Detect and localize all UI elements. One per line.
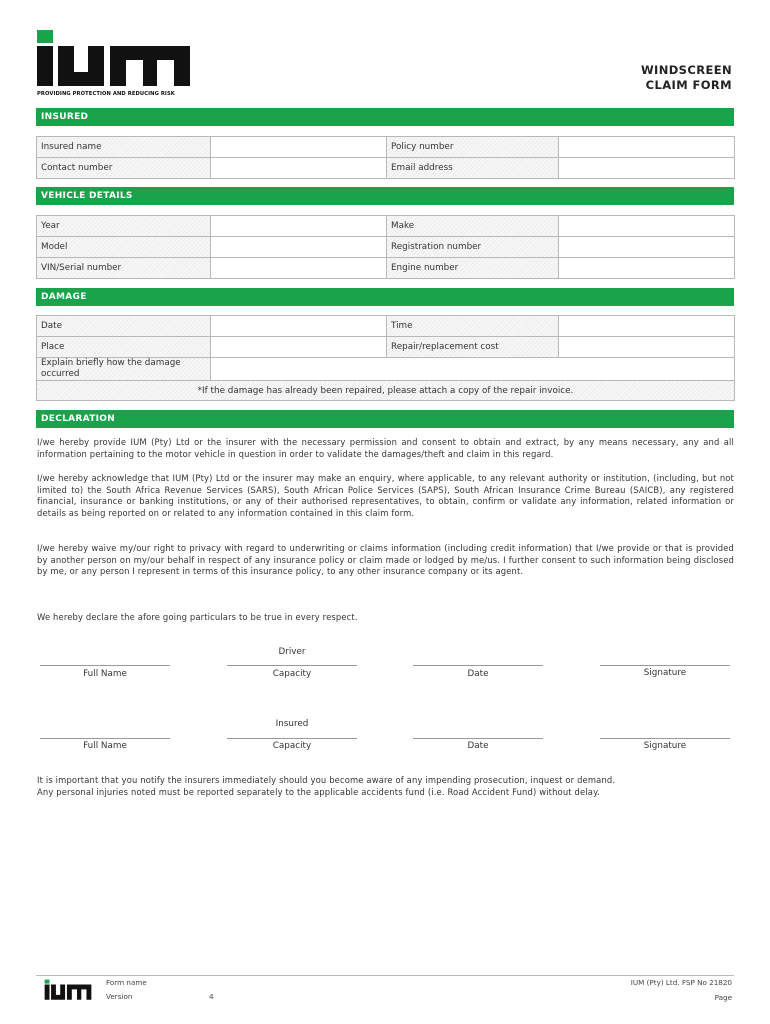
logo-green-square — [37, 30, 53, 43]
registration-number-field[interactable] — [559, 237, 735, 258]
year-label: Year — [37, 216, 211, 237]
section-insured: INSURED — [36, 108, 734, 126]
date-label: Date — [37, 316, 211, 337]
declaration-paragraph-1: I/we hereby provide IUM (Pty) Ltd or the insurer with the necessary permission and consent to obtain and extract, by any means necessary, any and all information pertaining to the motor vehicle in question in order to validate the damages/theft and claim in this regard. — [37, 437, 734, 459]
form-title-line2: CLAIM FORM — [645, 78, 732, 92]
date-field[interactable] — [211, 316, 387, 337]
insured-signature-label: Signature — [643, 741, 687, 751]
explain-damage-label: Explain briefly how the damage occurred — [37, 358, 211, 381]
insured-name-field[interactable] — [211, 137, 387, 158]
insured-date-line[interactable] — [413, 738, 543, 739]
insured-table — [36, 136, 735, 179]
repair-cost-label: Repair/replacement cost — [387, 337, 559, 358]
driver-signature-line[interactable] — [600, 665, 730, 666]
footer-page-label: Page — [714, 993, 732, 1002]
make-field[interactable] — [559, 216, 735, 237]
table-row — [37, 158, 735, 179]
driver-capacity-line[interactable] — [227, 665, 357, 666]
time-label: Time — [387, 316, 559, 337]
insured-capacity-line[interactable] — [227, 738, 357, 739]
footer-version-value: 4 — [209, 992, 214, 1001]
insured-date-label: Date — [467, 741, 489, 751]
form-title — [641, 63, 732, 93]
closing-notice — [37, 775, 734, 798]
section-declaration: DECLARATION — [36, 410, 734, 428]
footer-company: IUM (Pty) Ltd. FSP No 21820 — [630, 978, 732, 987]
closing-notice-line2: Any personal injuries noted must be reported separately to the applicable accidents fund (i.e. Road Accident Fund) without delay. — [37, 786, 600, 797]
registration-number-label: Registration number — [387, 237, 559, 258]
declaration-paragraph-2: I/we hereby acknowledge that IUM (Pty) Ltd or the insurer may make an enquiry, where applicable, to any relevant authority or institution, (including, but not limited to) the South Africa Revenue Services (SARS), South African Police Services (SAPS), South African Insurance Crime Bureau (SAICB), any registered financial, insurance or banking institutions, or any of their authorised representatives, to obtain, confirm or validate any information, related information or details as being reported on or related to any information contained in this claim form. — [37, 473, 734, 518]
driver-full-name-label: Full Name — [83, 669, 127, 679]
table-row — [37, 258, 735, 279]
table-row — [37, 358, 735, 381]
table-row — [37, 137, 735, 158]
model-field[interactable] — [211, 237, 387, 258]
logo-tagline: PROVIDING PROTECTION AND REDUCING RISK — [37, 91, 175, 97]
repair-cost-field[interactable] — [559, 337, 735, 358]
table-row — [37, 216, 735, 237]
place-field[interactable] — [211, 337, 387, 358]
section-vehicle-details: VEHICLE DETAILS — [36, 187, 734, 205]
driver-heading: Driver — [278, 647, 306, 657]
form-title-line1: WINDSCREEN — [640, 63, 732, 77]
table-row — [37, 381, 735, 401]
insured-signature-line[interactable] — [600, 738, 730, 739]
footer-ium-logo — [37, 979, 99, 1001]
explain-damage-field[interactable] — [211, 358, 735, 381]
insured-full-name-label: Full Name — [83, 741, 127, 751]
table-row — [37, 337, 735, 358]
engine-number-field[interactable] — [559, 258, 735, 279]
driver-capacity-label: Capacity — [272, 669, 312, 679]
repair-invoice-note: *If the damage has already been repaired, please attach a copy of the repair invoice. — [37, 381, 735, 401]
place-label: Place — [37, 337, 211, 358]
footer-version-label: Version — [106, 992, 133, 1001]
vehicle-table — [36, 215, 735, 279]
damage-table — [36, 315, 735, 401]
engine-number-label: Engine number — [387, 258, 559, 279]
declaration-affirm: We hereby declare the afore going particulars to be true in every respect. — [37, 612, 358, 622]
insured-name-label: Insured name — [37, 137, 211, 158]
email-address-label: Email address — [387, 158, 559, 179]
driver-date-label: Date — [467, 669, 489, 679]
insured-heading: Insured — [275, 719, 309, 729]
driver-date-line[interactable] — [413, 665, 543, 666]
insured-capacity-label: Capacity — [272, 741, 312, 751]
time-field[interactable] — [559, 316, 735, 337]
driver-signature-label: Signature — [643, 668, 687, 678]
closing-notice-line1: It is important that you notify the insurers immediately should you become aware of any impending prosecution, inquest or demand. — [37, 775, 616, 785]
year-field[interactable] — [211, 216, 387, 237]
policy-number-label: Policy number — [387, 137, 559, 158]
contact-number-field[interactable] — [211, 158, 387, 179]
declaration-paragraph-3: I/we hereby waive my/our right to privacy with regard to underwriting or claims information (including credit information) that I/we provide or that is provided by another person on my/our behalf in respect of any insurance policy or claim made or lodged by me/us. I further consent to such information being disclosed by me, or any person I represent in terms of this insurance policy, to any other insurance company or its agent. — [37, 543, 734, 576]
email-address-field[interactable] — [559, 158, 735, 179]
table-row — [37, 237, 735, 258]
footer-divider — [36, 975, 734, 976]
vin-label: VIN/Serial number — [37, 258, 211, 279]
policy-number-field[interactable] — [559, 137, 735, 158]
insured-full-name-line[interactable] — [40, 738, 170, 739]
table-row — [37, 316, 735, 337]
make-label: Make — [387, 216, 559, 237]
footer-form-name-label: Form name — [106, 978, 147, 987]
vin-field[interactable] — [211, 258, 387, 279]
model-label: Model — [37, 237, 211, 258]
driver-full-name-line[interactable] — [40, 665, 170, 666]
contact-number-label: Contact number — [37, 158, 211, 179]
section-damage: DAMAGE — [36, 288, 734, 306]
ium-logo — [36, 28, 191, 100]
